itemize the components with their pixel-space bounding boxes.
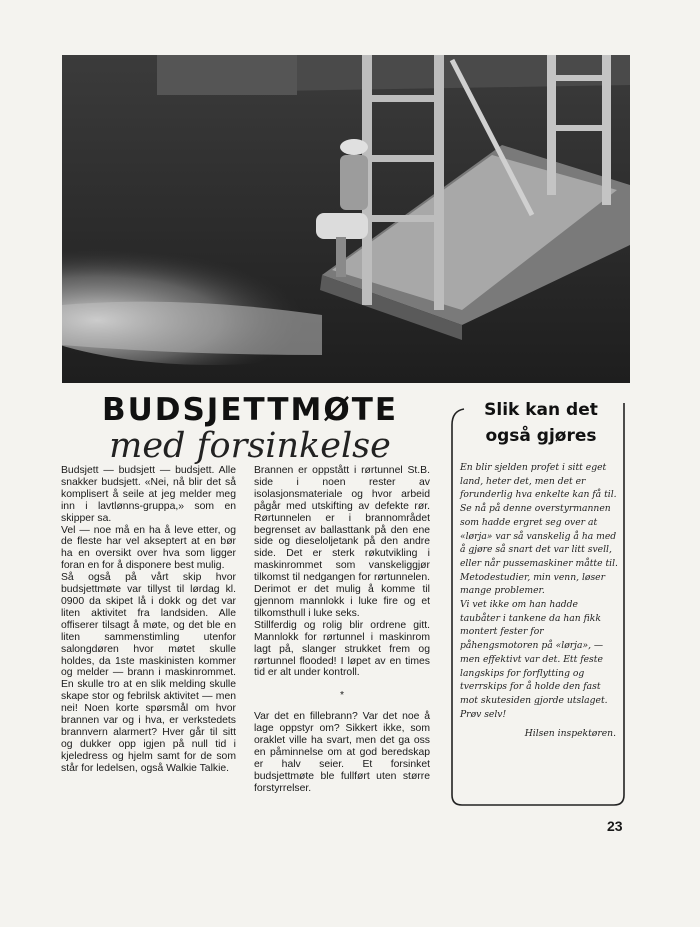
sidebar-paragraph: En blir sjelden profet i sitt eget land, heter det, men det er forunderlig hva enkelte kan få til. xyxy=(460,462,617,501)
paragraph: Brannen er oppstått i rørtunnel St.B. side i noen rester av isolasjonsmateriale og hvor arbeid pågår med utskifting av defekte rør. Rørtunnelen er i brannområdet begrenset av ballasttank på den ene side og dieseloljetank på den andre side. Det er sterk røkutvikling i maskinrommet som vanskeliggjør tilkomst til nedgangen for rørtunnelen. Derimot er det mulig å komme til gjennom mannlokk i luke fire og et tilkomsthull i luke seks. xyxy=(254,465,430,619)
sidebar-box xyxy=(448,395,628,807)
paragraph: Var det en fillebrann? Var det noe å lage oppstyr om? Sikkert ikke, som oraklet ville ha svart, men det ga oss en påminnelse om at god beredskap er halv seier. Et forsinket budsjettmøte ble fullført uten større forstyrrelser. xyxy=(254,711,430,794)
sidebar-title xyxy=(460,397,622,449)
boat-photo xyxy=(62,55,630,383)
sidebar-paragraph: Vi vet ikke om han hadde taubåter i tankene da han fikk montert fester for påhengsmotoren på «lørja», — men effektivt var det. Ett feste langskips for forflytting og tverrskips for å holde den fast mot skutesiden gjorde utslaget. xyxy=(460,599,608,706)
sidebar-paragraph: Se nå på denne overstyrmannen som hadde ergret seg over at «lørja» var så vanskelig å ha med å gjøre så snart det var litt svell, eller når pussemaskiner måtte til. Metodestudier, min venn, løser mange problemer. xyxy=(460,503,618,597)
article-title: BUDSJETTMØTE xyxy=(101,392,399,428)
article-column-1 xyxy=(61,465,236,775)
paragraph: Så også på vårt skip hvor budsjettmøte var tillyst til lørdag kl. 0900 da skipet lå i dokk og det var liten aktivitet fra landsiden. Alle offiserer tilsagt å møte, og det ble en liten sammenstimling utenfor salongdøren hvor møtet skulle holdes, da 1ste maskinisten kommer og melder — brann i maskinrommet. En skulle tro at en slik melding skulle skape stor og febrilsk aktivitet — men nei! Noen korte spørsmål om hvor brannen var og i hva, er verkstedets brannvern alarmert? Hver går til sitt og dukker opp igjen på null tid i kjeledress og hjelm samt for de som står for ledelsen, også Walkie Talkie. xyxy=(61,572,236,774)
sidebar-body xyxy=(460,461,620,741)
article-subtitle: med forsinkelse xyxy=(109,426,391,466)
page-number: 23 xyxy=(607,818,623,834)
article-column-2 xyxy=(254,465,430,795)
sidebar-title-line-2: også gjøres xyxy=(485,426,597,446)
sidebar-paragraph: Prøv selv! xyxy=(460,708,507,720)
paragraph: Budsjett — budsjett — budsjett. Alle snakker budsjett. «Nei, nå blir det så komplisert å seile at jeg melder meg inn i lavtlønns-gruppa,» som en skipper sa. xyxy=(61,465,236,524)
sidebar-title-line-1: Slik kan det xyxy=(484,400,598,420)
sidebar-signature: Hilsen inspektøren. xyxy=(524,728,616,740)
section-separator: * xyxy=(339,690,345,702)
paragraph: Stillferdig og rolig blir ordrene gitt. Mannlokk for rørtunnel i maskinrom lagt på, slanger strukket frem og rørtunnel flooded! I løpet av en times tid er alt under kontroll. xyxy=(254,619,430,679)
paragraph: Vel — noe må en ha å leve etter, og de fleste har vel akseptert at en bør ha en oversikt over hva som ligger foran en for å disponere best mulig. xyxy=(61,524,236,572)
